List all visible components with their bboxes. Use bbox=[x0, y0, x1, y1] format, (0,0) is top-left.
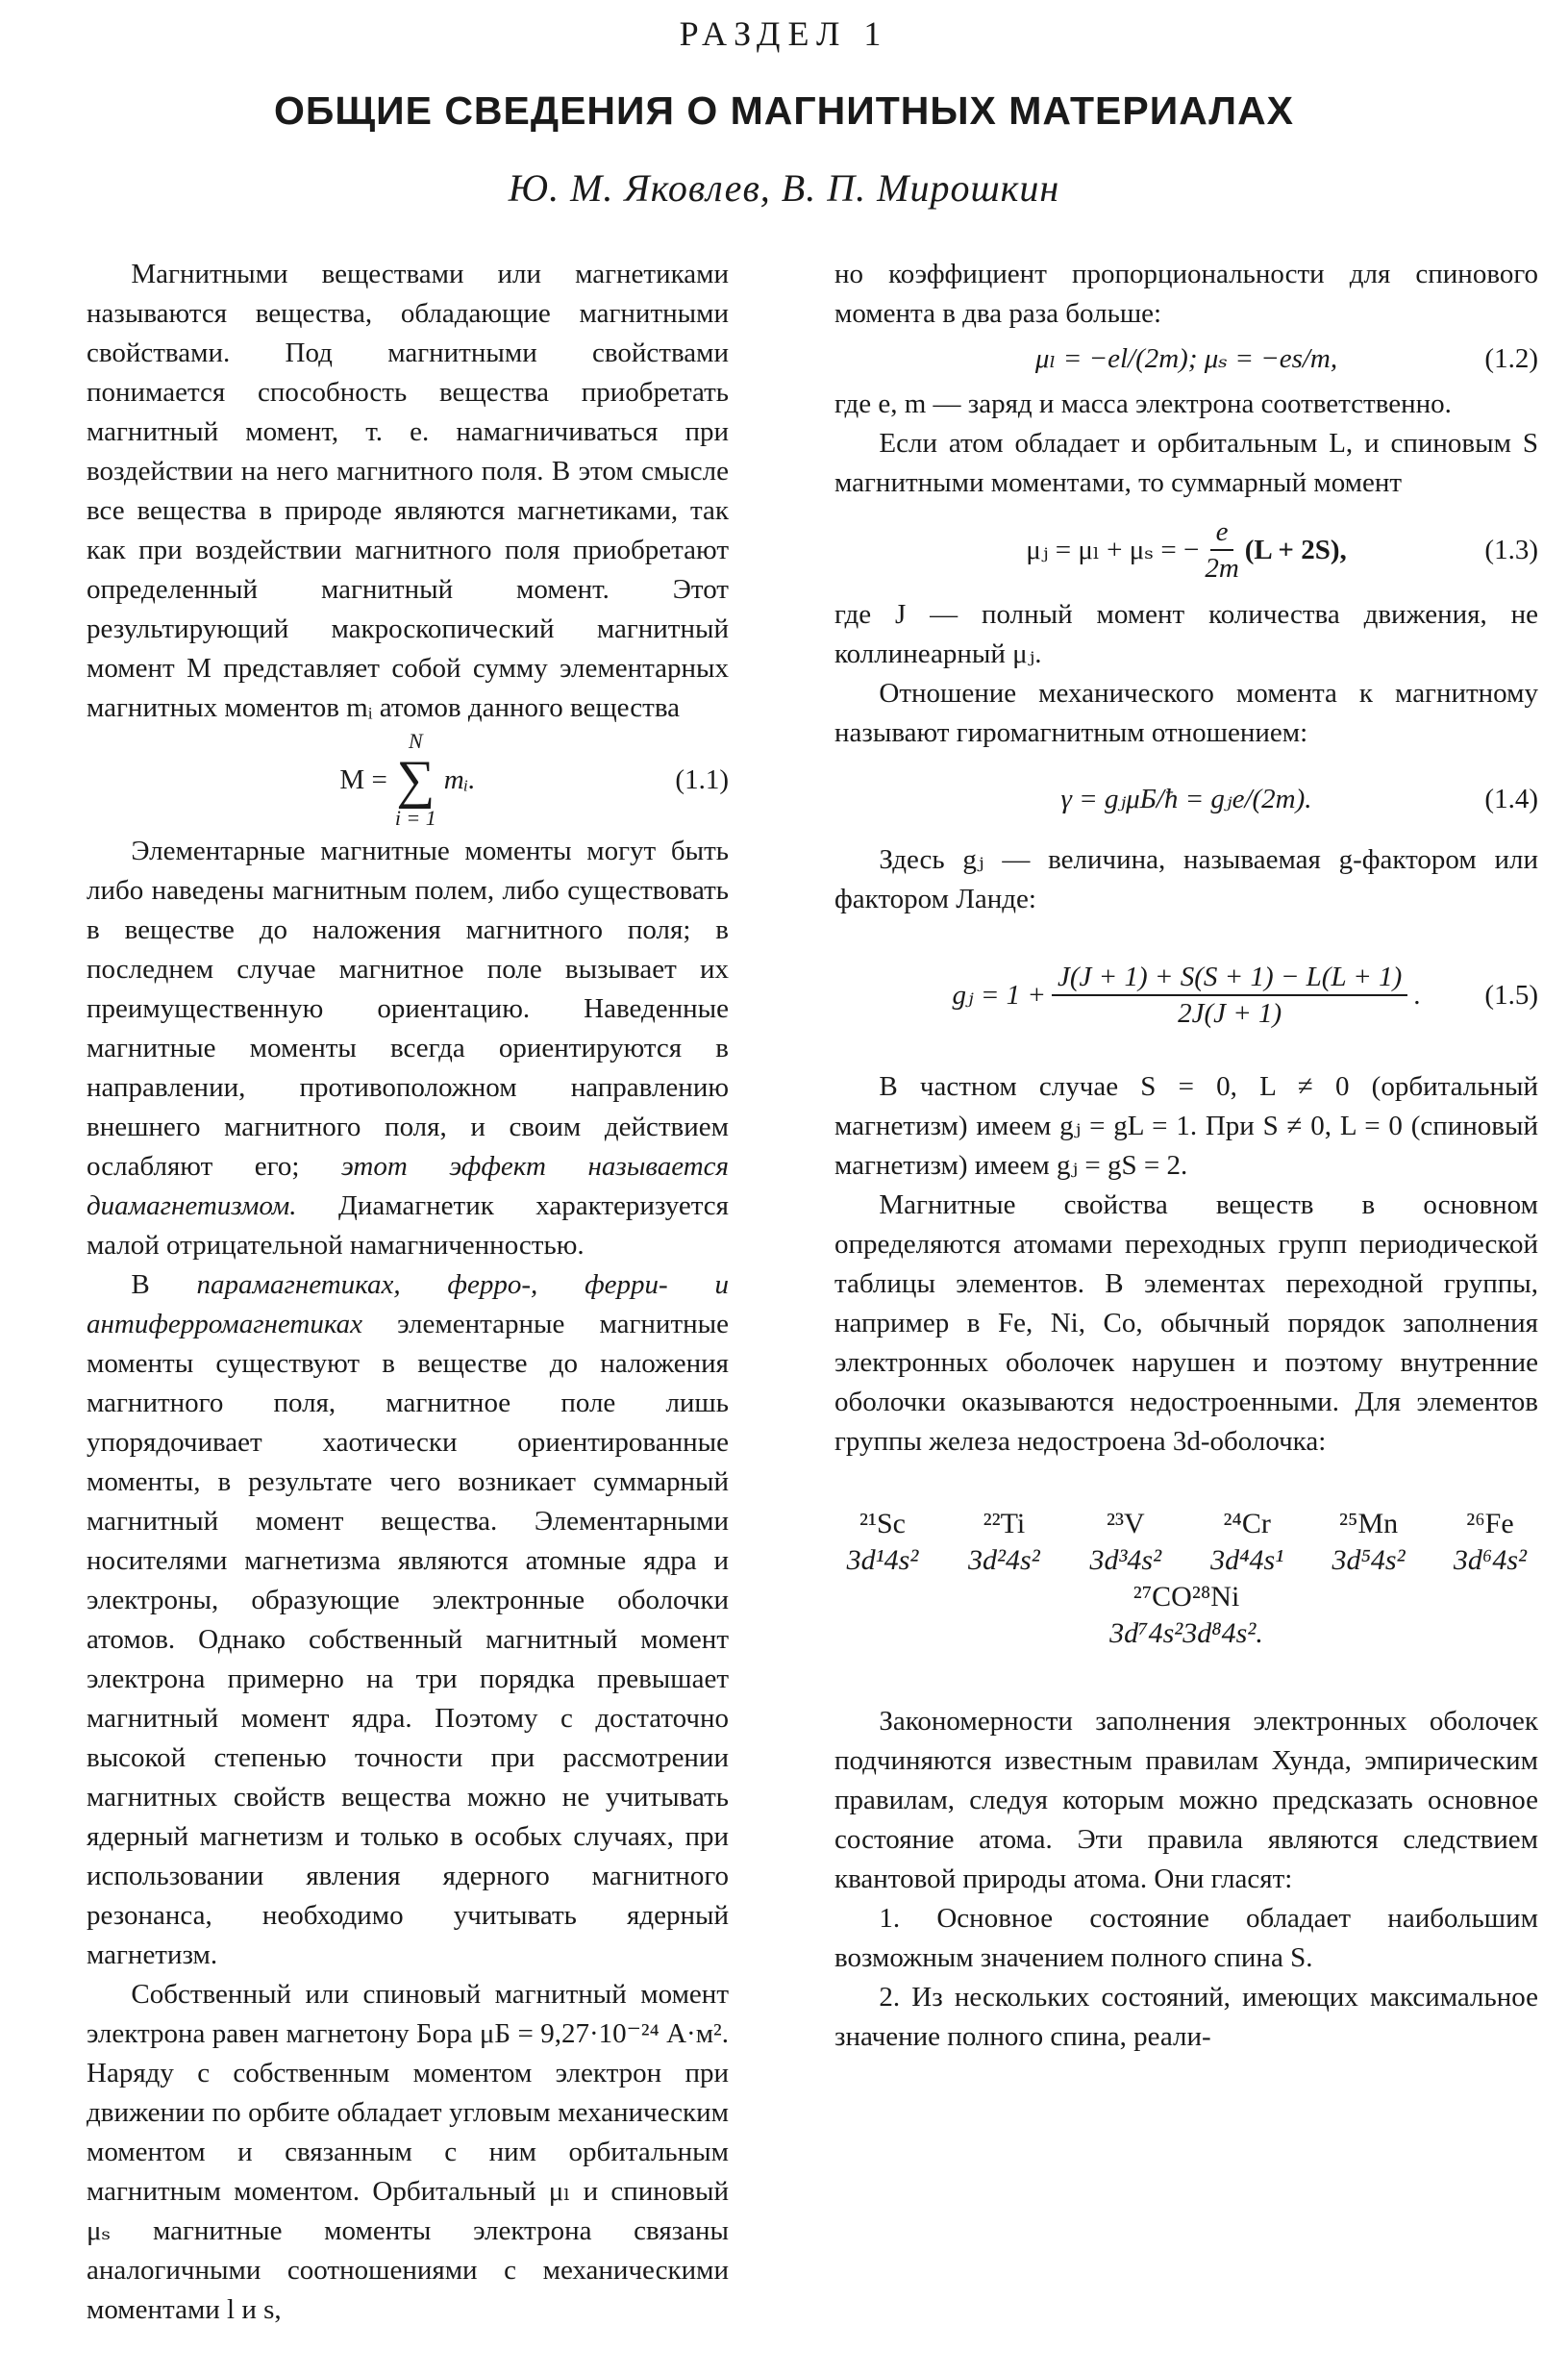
element-symbol: ²³V bbox=[1106, 1508, 1145, 1539]
element-symbol: ²¹Sc bbox=[859, 1508, 906, 1539]
paragraph: Магнитные свойства веществ в основном определяются атомами переходных групп периодической таблицы элементов. В элементах переходной группы, например в Fe, Ni, Co, обычный порядок заполнения электронных оболочек нарушен и поэтому внутренние оболочки оказываются недостроенными. Для элементов группы железа недостроена 3d-оболочка: bbox=[834, 1189, 1538, 1457]
element-config: 3d⁷4s²3d⁸4s². bbox=[1109, 1617, 1263, 1649]
equation-number: (1.1) bbox=[675, 763, 729, 795]
paragraph: Собственный или спиновый магнитный момент электрона равен магнетону Бора μБ = 9,27·10⁻²⁴ А·м². Наряду с собственным моментом электрон при движении по орбите обладает угловым механическим моментом и связанным с ним орбитальным магнитным моментом. Орбитальный μₗ и спиновый μₛ магнитные моменты электрона связаны аналогичными соотношениями с механическими моментами l и s, bbox=[87, 1979, 729, 2325]
element-configurations bbox=[834, 1506, 1538, 1652]
element-symbol-row bbox=[834, 1579, 1538, 1615]
element-symbol: ²⁷CO²⁸Ni bbox=[1132, 1581, 1240, 1613]
text-run: элементарные магнитные моменты существуют в веществе до наложения магнитного поля, магнитное поле лишь упорядочивает хаотически ориентированные моменты, в результате чего возникает суммарный магнитный момент вещества. Элементарными носителями магнетизма являются атомные ядра и электроны, образующие электронные оболочки атомов. Однако собственный магнитный момент электрона примерно на три порядка превышает магнитный момент ядра. Поэтому с достаточно высокой степенью точности при рассмотрении магнитных свойств вещества можно не учитывать ядерный магнетизм и только в особых случаях, при использовании явления ядерного магнитного резонанса, необходимо учитывать ядерный магнетизм. bbox=[87, 1309, 729, 1970]
element-config: 3d¹4s² bbox=[846, 1544, 919, 1576]
equation-1-4 bbox=[834, 780, 1538, 819]
sum-upper: N bbox=[408, 729, 423, 753]
eq-rhs: (L + 2S), bbox=[1244, 534, 1347, 565]
element-symbol: ²⁶Fe bbox=[1466, 1508, 1514, 1539]
element-config-row bbox=[834, 1615, 1538, 1652]
element-symbol: ²⁴Cr bbox=[1223, 1508, 1271, 1539]
authors: Ю. М. Яковлев, В. П. Мирошкин bbox=[508, 166, 1060, 210]
eq-lhs: M = bbox=[339, 763, 387, 795]
paragraph: где e, m — заряд и масса электрона соответственно. bbox=[834, 388, 1452, 419]
eq-rhs: . bbox=[1413, 979, 1421, 1011]
chapter-title: ОБЩИЕ СВЕДЕНИЯ О МАГНИТНЫХ МАТЕРИАЛАХ bbox=[273, 88, 1295, 133]
equation-1-5 bbox=[834, 960, 1538, 1031]
element-symbol-row bbox=[834, 1506, 1538, 1542]
paragraph: Закономерности заполнения электронных оболочек подчиняются известным правилам Хунда, эмпирическим правилам, следуя которым можно предсказать основное состояние атома. Эти правила являются следствием квантовой природы атома. Они гласят: bbox=[834, 1706, 1538, 1894]
paragraph: Магнитными веществами или магнетиками называются вещества, обладающие магнитными свойствами. Под магнитными свойствами понимается способность вещества приобретать магнитный момент, т. е. намагничиваться при воздействии на него магнитного поля. В этом смысле все вещества в природе являются магнетиками, так как при воздействии магнитного поля приобретают определенный магнитный момент. Этот результирующий макроскопический магнитный момент M представляет собой сумму элементарных магнитных моментов mᵢ атомов данного вещества bbox=[87, 259, 729, 723]
italic-run: этот эффект называется диамагнетизмом. bbox=[87, 1151, 730, 1221]
equation-1-1 bbox=[87, 730, 729, 830]
text-run: В bbox=[131, 1269, 150, 1300]
paragraph: 2. Из нескольких состояний, имеющих максимальное значение полного спина, реали- bbox=[834, 1982, 1538, 2052]
element-config: 3d⁴4s¹ bbox=[1210, 1544, 1284, 1576]
sum-lower: i = 1 bbox=[394, 806, 436, 830]
numerator: J(J + 1) + S(S + 1) − L(L + 1) bbox=[1052, 960, 1407, 996]
paragraph: Если атом обладает и орбитальным L, и спиновым S магнитными моментами, то суммарный момент bbox=[834, 428, 1538, 498]
element-config: 3d⁶4s² bbox=[1453, 1544, 1527, 1576]
right-column bbox=[834, 255, 1538, 2057]
paragraph: 1. Основное состояние обладает наибольшим возможным значением полного спина S. bbox=[834, 1903, 1538, 1973]
fraction bbox=[1205, 514, 1238, 586]
paragraph: В частном случае S = 0, L ≠ 0 (орбитальный магнетизм) имеем gⱼ = gL = 1. При S ≠ 0, L = 0 (спиновый магнетизм) имеем gⱼ = gS = 2. bbox=[834, 1071, 1538, 1181]
sigma-glyph: ∑ bbox=[396, 750, 436, 810]
paragraph: Здесь gⱼ — величина, называемая g-фактором или фактором Ланде: bbox=[834, 844, 1538, 914]
element-symbol: ²²Ti bbox=[983, 1508, 1026, 1539]
text-run: Диамагнетик характеризуется малой отрицательной намагниченностью. bbox=[87, 1190, 729, 1261]
equation-number: (1.3) bbox=[1484, 534, 1538, 565]
denominator: 2J(J + 1) bbox=[1178, 998, 1282, 1029]
element-symbol: ²⁵Mn bbox=[1338, 1508, 1399, 1539]
element-config-row bbox=[834, 1542, 1538, 1579]
paragraph: Отношение механического момента к магнитному называют гиромагнитным отношением: bbox=[834, 678, 1538, 748]
paragraph bbox=[87, 1265, 729, 1975]
eq-body: γ = gⱼμБ/ħ = gⱼe/(2m). bbox=[1060, 784, 1312, 814]
spacer bbox=[834, 1652, 1538, 1702]
section-heading: РАЗДЕЛ 1 bbox=[679, 14, 889, 53]
italic-run: парамагнетиках, ферро-, ферри- и антиферромагнетиках bbox=[87, 1269, 730, 1339]
eq-term: mᵢ. bbox=[443, 763, 476, 795]
equation-number: (1.4) bbox=[1484, 784, 1538, 814]
eq-lhs: gⱼ = 1 + bbox=[952, 979, 1047, 1011]
left-column bbox=[87, 255, 729, 2330]
equation-1-3 bbox=[834, 514, 1538, 586]
numerator: e bbox=[1210, 514, 1234, 551]
paragraph: но коэффициент пропорциональности для спинового момента в два раза больше: bbox=[834, 259, 1538, 329]
text-run: Элементарные магнитные моменты могут быть либо наведены магнитным полем, либо существовать в веществе до наложения магнитного поля; в последнем случае магнитное поле вызывает их преимущественную ориентацию. Наведенные магнитные моменты всегда ориентируются в направлении, противоположном направлению внешнего магнитного поля, и своим действием ослабляют его; bbox=[87, 836, 729, 1182]
equation-number: (1.2) bbox=[1484, 343, 1538, 374]
sum-symbol bbox=[395, 730, 436, 830]
eq-body: μₗ = −el/(2m); μₛ = −es/m, bbox=[1034, 343, 1338, 374]
element-config: 3d⁵4s² bbox=[1332, 1544, 1406, 1576]
equation-number: (1.5) bbox=[1484, 979, 1538, 1011]
paragraph bbox=[87, 832, 729, 1265]
element-config: 3d³4s² bbox=[1089, 1544, 1162, 1576]
fraction bbox=[1052, 960, 1407, 1031]
paragraph: где J — полный момент количества движения, не коллинеарный μⱼ. bbox=[834, 599, 1538, 669]
equation-1-2 bbox=[834, 339, 1538, 379]
eq-lhs: μⱼ = μₗ + μₛ = − bbox=[1026, 534, 1200, 565]
element-config: 3d²4s² bbox=[968, 1544, 1040, 1576]
denominator: 2m bbox=[1205, 553, 1239, 584]
